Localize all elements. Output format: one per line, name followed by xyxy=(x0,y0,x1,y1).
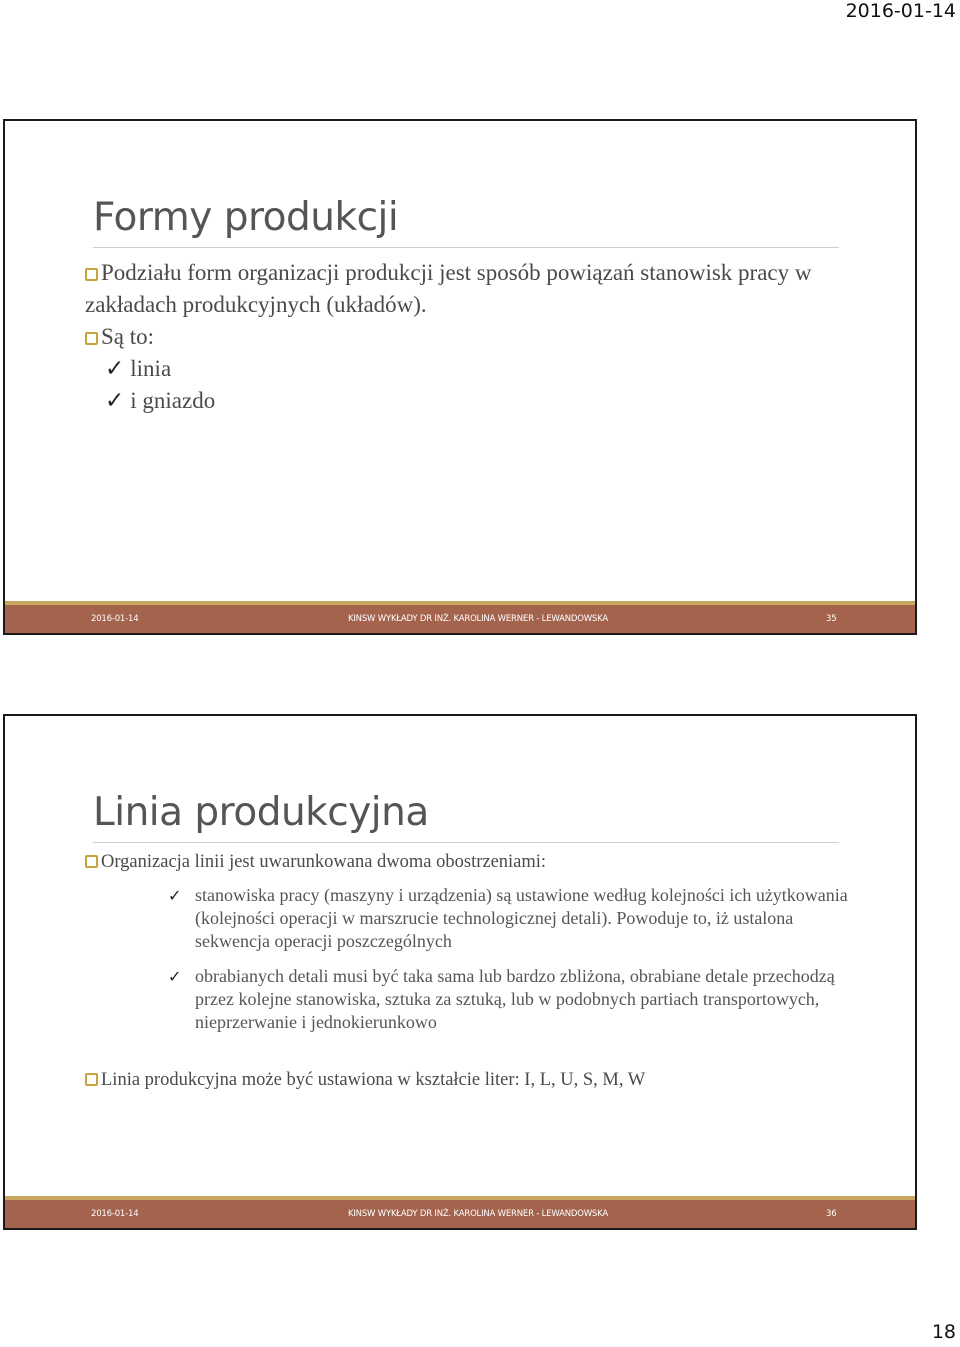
sub-bullet-text: obrabianych detali musi być taka sama lub bardzo zbliżona, obrabiane detale przechodzą przez kolejne stanowiska, sztuka za sztuką, lub w podobnych partiach transportowych, nieprzerwanie i jednokierunkowo xyxy=(195,966,835,1032)
checkmark-icon: ✓ xyxy=(105,356,125,382)
page-date: 2016-01-14 xyxy=(845,0,956,22)
footer-slide-number: 36 xyxy=(826,1209,837,1219)
checkmark-icon: ✓ xyxy=(168,967,182,986)
slide-title: Formy produkcji xyxy=(93,195,399,240)
title-divider xyxy=(93,842,839,843)
bullet-text: Podziału form organizacji produkcji jest sposób powiązań stanowisk pracy w zakładach produkcyjnych (układów). xyxy=(85,260,812,317)
slide-content xyxy=(85,257,855,417)
bullet-item xyxy=(85,1068,855,1092)
footer-date: 2016-01-14 xyxy=(91,614,139,624)
checkmark-icon: ✓ xyxy=(105,388,125,414)
bullet-item xyxy=(85,257,855,321)
sub-bullet-text: i gniazdo xyxy=(130,388,216,413)
slide-footer xyxy=(5,1196,915,1228)
footer-author: KINSW WYKŁADY DR INŻ. KAROLINA WERNER - LEWANDOWSKA xyxy=(348,614,608,624)
slide-content xyxy=(85,850,855,1092)
bullet-item xyxy=(85,321,855,353)
slide-title: Linia produkcyjna xyxy=(93,790,429,835)
sub-bullet-item xyxy=(85,965,855,1034)
slide-footer xyxy=(5,601,915,633)
bullet-text: Są to: xyxy=(101,324,155,349)
bullet-text: Linia produkcyjna może być ustawiona w kształcie liter: I, L, U, S, M, W xyxy=(101,1070,646,1090)
bullet-text: Organizacja linii jest uwarunkowana dwoma obostrzeniami: xyxy=(101,852,547,872)
checkbox-square-icon xyxy=(85,855,98,868)
footer-slide-number: 35 xyxy=(826,614,837,624)
sub-bullet-item xyxy=(85,884,855,953)
checkbox-square-icon xyxy=(85,1073,98,1086)
slide-formy-produkcji xyxy=(3,119,917,635)
sub-bullet-text: linia xyxy=(130,356,172,381)
checkbox-square-icon xyxy=(85,332,98,345)
sub-bullet-item xyxy=(85,385,855,417)
bullet-item xyxy=(85,850,855,874)
sub-bullet-text: stanowiska pracy (maszyny i urządzenia) są ustawione według kolejności ich użytkowania (kolejności operacji w marszrucie technologicznej detali). Powoduje to, iż ustalona sekwencja operacji poszczególnych xyxy=(195,885,848,951)
title-divider xyxy=(93,247,839,248)
sub-bullet-item xyxy=(85,353,855,385)
footer-date: 2016-01-14 xyxy=(91,1209,139,1219)
slide-linia-produkcyjna xyxy=(3,714,917,1230)
checkbox-square-icon xyxy=(85,268,98,281)
footer-author: KINSW WYKŁADY DR INŻ. KAROLINA WERNER - LEWANDOWSKA xyxy=(348,1209,608,1219)
checkmark-icon: ✓ xyxy=(168,886,182,905)
page-number: 18 xyxy=(931,1321,956,1343)
